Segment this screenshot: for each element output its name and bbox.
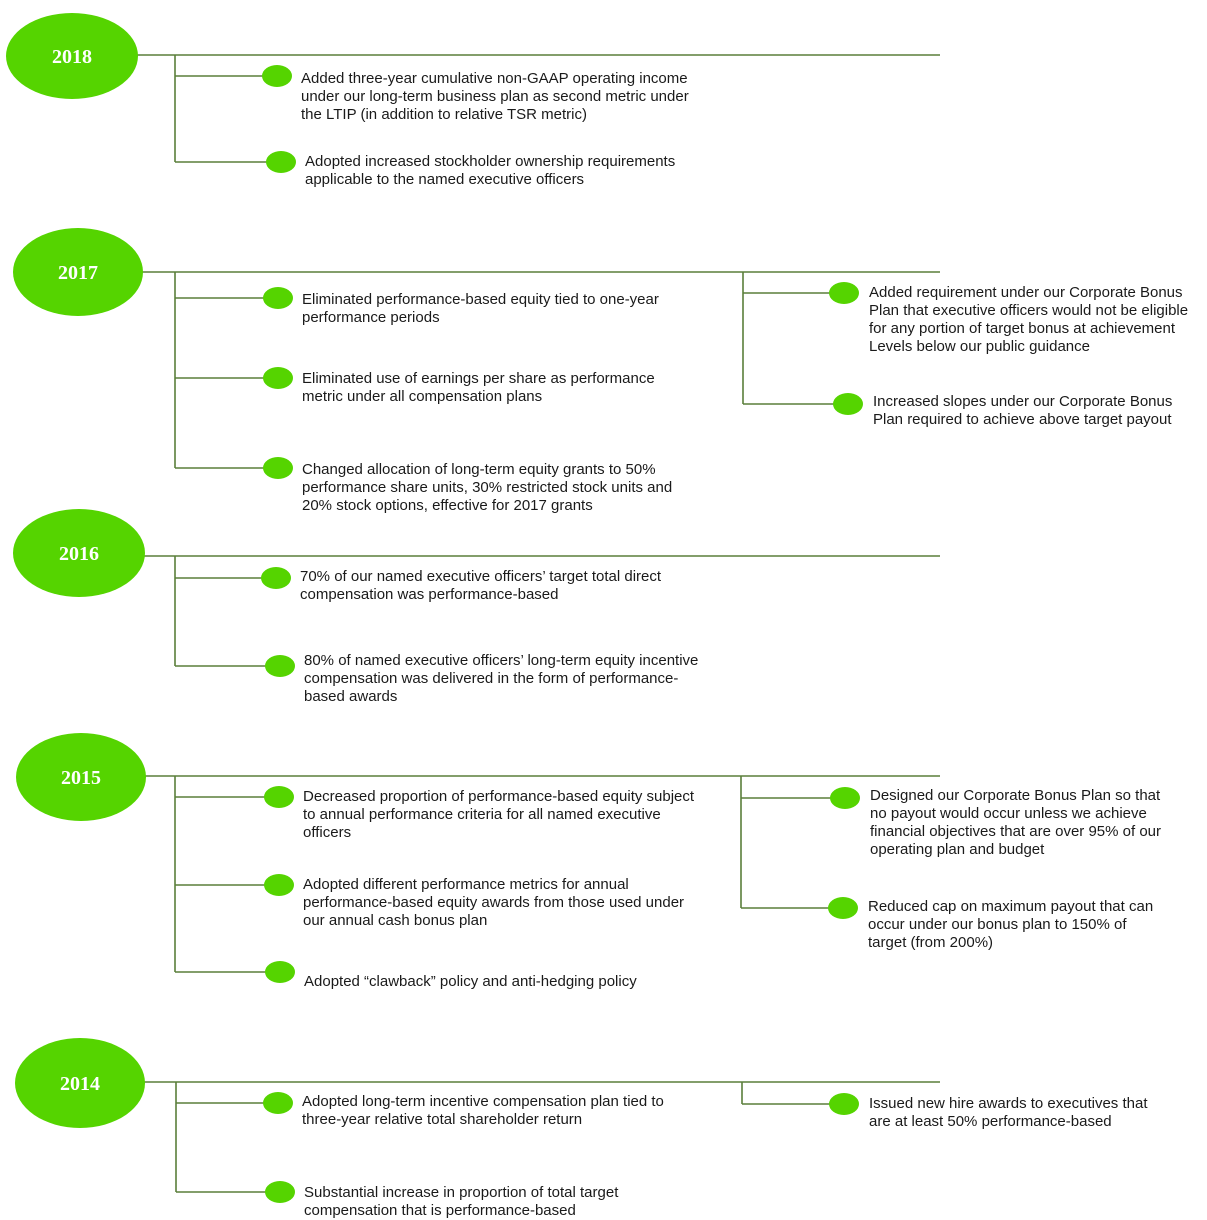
milestone-text-line: operating plan and budget [870,841,1045,858]
milestone-text-line: 20% stock options, effective for 2017 grants [302,497,593,514]
milestone-left-text [301,70,689,124]
milestone-text-line: Added requirement under our Corporate Bonus [869,284,1183,301]
milestone-dot [265,1181,295,1203]
milestone-left-text [302,291,659,327]
milestone-text-line: occur under our bonus plan to 150% of [868,916,1127,933]
milestone-left-text [304,652,698,706]
milestone-text-line: are at least 50% performance-based [869,1113,1112,1130]
milestone-dot [264,786,294,808]
milestone-text-line: Levels below our public guidance [869,338,1090,355]
milestone-text-line: target (from 200%) [868,934,994,951]
milestone-text-line: 70% of our named executive officers’ target total direct [300,568,662,585]
milestone-text-line: Added three-year cumulative non-GAAP operating income [301,70,688,87]
milestone-left-text [303,788,694,842]
milestone-dot [263,1092,293,1114]
milestone-text-line: Adopted different performance metrics for annual [303,876,629,893]
milestone-text-line: performance share units, 30% restricted stock units and [302,479,673,496]
milestone-text-line: officers [303,824,352,841]
milestone-text-line: under our long-term business plan as second metric under [301,88,689,105]
milestone-dot [830,787,860,809]
milestone-dot [829,1093,859,1115]
milestone-text-line: Adopted increased stockholder ownership requirements [305,153,676,170]
milestone-text-line: for any portion of target bonus at achievement [869,320,1176,337]
milestone-text-line: metric under all compensation plans [302,388,543,405]
milestone-text-line: Eliminated use of earnings per share as performance [302,370,655,387]
milestone-text-line: three-year relative total shareholder return [302,1111,583,1128]
milestone-left-text [304,973,637,991]
milestone-dot [833,393,863,415]
milestone-dot [263,287,293,309]
milestone-text-line: Adopted long-term incentive compensation plan tied to [302,1093,664,1110]
milestone-left-text [302,1093,664,1129]
milestone-text-line: based awards [304,688,398,705]
milestone-text-line: Decreased proportion of performance-based equity subject [303,788,695,805]
milestone-text-line: no payout would occur unless we achieve [870,805,1147,822]
milestone-dot [265,655,295,677]
milestone-text-line: to annual performance criteria for all named executive [303,806,661,823]
milestone-left-text [303,876,684,930]
milestone-dot [263,367,293,389]
year-label: 2017 [58,262,98,284]
milestone-right-text [869,1095,1147,1131]
milestone-text-line: Issued new hire awards to executives that [869,1095,1148,1112]
milestone-text-line: performance periods [302,309,440,326]
milestone-right-text [868,898,1153,952]
milestone-right-text [869,284,1188,356]
milestone-dot [828,897,858,919]
milestone-dot [266,151,296,173]
milestone-text-line: Substantial increase in proportion of total target [304,1184,619,1201]
milestone-right-text [873,393,1172,429]
milestone-text-line: Adopted “clawback” policy and anti-hedging policy [304,973,637,990]
milestone-dot [264,874,294,896]
year-label: 2014 [60,1073,100,1095]
milestone-dot [263,457,293,479]
year-label: 2018 [52,46,92,68]
milestone-text-line: Plan that executive officers would not be eligible [869,302,1189,319]
milestone-dot [265,961,295,983]
milestone-left-text [302,370,655,406]
milestone-text-line: the LTIP (in addition to relative TSR metric) [301,106,587,123]
milestone-text-line: Changed allocation of long-term equity grants to 50% [302,461,656,478]
milestone-text-line: financial objectives that are over 95% of our [870,823,1161,840]
milestone-text-line: our annual cash bonus plan [303,912,488,929]
milestone-text-line: compensation was delivered in the form of performance- [304,670,679,687]
milestone-text-line: Increased slopes under our Corporate Bonus [873,393,1173,410]
milestone-text-line: Eliminated performance-based equity tied to one-year [302,291,659,308]
milestone-text-line: Designed our Corporate Bonus Plan so that [870,787,1161,804]
milestone-text-line: Reduced cap on maximum payout that can [868,898,1154,915]
milestone-left-text [302,461,672,515]
milestone-text-line: compensation was performance-based [300,586,559,603]
year-label: 2016 [59,543,99,565]
milestone-dot [829,282,859,304]
milestone-left-text [300,568,661,604]
milestone-text-line: compensation that is performance-based [304,1202,576,1219]
milestone-dot [262,65,292,87]
milestone-left-text [304,1184,618,1220]
milestone-right-text [870,787,1161,859]
milestone-dot [261,567,291,589]
milestone-text-line: performance-based equity awards from those used under [303,894,685,911]
milestone-text-line: Plan required to achieve above target payout [873,411,1172,428]
milestone-text-line: 80% of named executive officers’ long-term equity incentive [304,652,699,669]
milestone-left-text [305,153,675,189]
milestone-text-line: applicable to the named executive officers [305,171,585,188]
year-label: 2015 [61,767,101,789]
